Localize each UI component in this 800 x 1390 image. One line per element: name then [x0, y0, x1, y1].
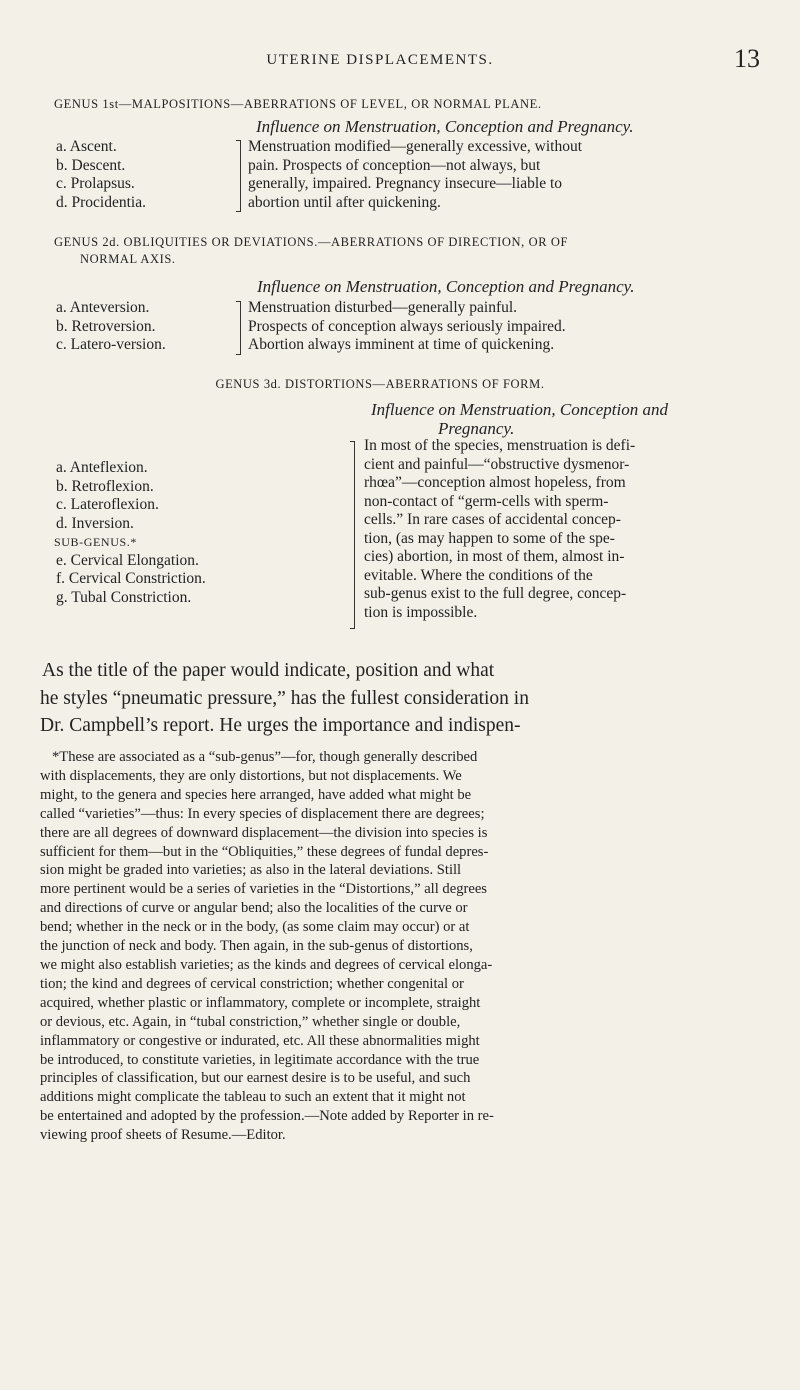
genus-3-influence-continued: Pregnancy.	[438, 419, 515, 438]
body-paragraph: As the title of the paper would indicate, position and what he styles “pneumatic pressure,” has the fullest consideration in Dr. Campbell’s report. He urges the importance and indispen-	[40, 660, 529, 736]
sub-genus-label: SUB-GENUS.*	[54, 535, 137, 549]
genus-1-influence: Influence on Menstruation, Conception and Pregnancy.	[256, 117, 634, 136]
genus-3-influence: Influence on Menstruation, Conception and	[371, 400, 668, 419]
genus-1-brace	[236, 140, 241, 212]
genus-1-description: Menstruation modified—generally excessive, without pain. Prospects of conception—not always, but generally, impaired. Pregnancy insecure—liable to abortion until after quickening.	[248, 138, 583, 211]
sub-species-item: e. Cervical Elongation.	[56, 551, 199, 569]
genus-2-influence: Influence on Menstruation, Conception and Pregnancy.	[257, 277, 635, 296]
species-item: a. Ascent.	[56, 138, 117, 155]
genus-2-title: GENUS 2d. OBLIQUITIES OR DEVIATIONS.—ABERRATIONS OF DIRECTION, OR OF	[54, 235, 569, 249]
species-item: c. Latero-version.	[56, 336, 166, 353]
sub-species-item: g. Tubal Constriction.	[56, 588, 192, 606]
genus-3-brace	[350, 441, 355, 629]
page-number: 13	[734, 44, 760, 73]
species-item: b. Descent.	[56, 156, 126, 174]
species-item: b. Retroversion.	[56, 317, 156, 335]
genus-3-title: GENUS 3d. DISTORTIONS—ABERRATIONS OF FORM.	[215, 377, 545, 391]
species-item: d. Procidentia.	[56, 193, 146, 211]
genus-1-title: GENUS 1st—MALPOSITIONS—ABERRATIONS OF LEVEL, OR NORMAL PLANE.	[54, 97, 542, 111]
page-header	[0, 44, 800, 84]
species-item: a. Anteversion.	[56, 299, 150, 316]
species-item: b. Retroflexion.	[56, 477, 154, 495]
genus-2-description: Menstruation disturbed—generally painful. Prospects of conception always seriously impaired. Abortion always imminent at time of quickening.	[248, 299, 566, 353]
genus-3-description: In most of the species, menstruation is defi- cient and painful—“obstructive dysmenor- rhœa”—conception almost hopeless, from non-contact of “germ-cells with sperm- cells.” In rare cases of accidental concep- tion, (as may happen to some of the spe- cies) abortion, in most of them, almost in- evitable. Where the conditions of the sub-genus exist to the full degree, concep- tion is impossible.	[364, 437, 636, 621]
sub-species-item: f. Cervical Constriction.	[56, 570, 206, 587]
genus-2-brace	[236, 301, 241, 355]
running-title: UTERINE DISPLACEMENTS.	[266, 52, 494, 68]
genus-3-species-list	[56, 459, 206, 607]
species-item: a. Anteflexion.	[56, 459, 148, 476]
footnote: *These are associated as a “sub-genus”—for, though generally described with displacements, they are only distortions, but not displacements. We might, to the genera and species here arranged, have added what might be called “varieties”—thus: In every species of displacement there are degrees; there are all degrees of downward displacement—the division into species is sufficient for them—but in the “Obliquities,” these degrees of fundal depres- sion might be graded into varieties; as also in the lateral deviations. Still more pertinent would be a series of varieties in the “Distortions,” all degrees and directions of curve or angular bend; also the localities of the curve or bend; whether in the neck or in the body, (as some claim may occur) or at the junction of neck and body. Then again, in the sub-genus of distortions, we might also establish varieties; as the kinds and degrees of cervical elonga- tion; the kind and degrees of cervical constriction; whether congenital or acquired, whether plastic or inflammatory, complete or incomplete, straight or devious, etc. Again, in “tubal constriction,” whether single or double, inflammatory or congestive or indurated, etc. All these abnormalities might be introduced, to constitute varieties, in legitimate accordance with the true principles of classification, but our earnest desire is to be useful, and such additions might complicate the tableau to such an extent that it might not be entertained and adopted by the profession.—Note added by Reporter in re- viewing proof sheets of Resume.—Editor.	[40, 749, 494, 1144]
genus-1-species-list	[56, 138, 146, 212]
species-item: c. Prolapsus.	[56, 175, 135, 192]
species-item: c. Lateroflexion.	[56, 496, 159, 513]
genus-2-title-continued: NORMAL AXIS.	[80, 252, 176, 266]
genus-2-species-list	[56, 299, 166, 355]
species-item: d. Inversion.	[56, 514, 134, 532]
